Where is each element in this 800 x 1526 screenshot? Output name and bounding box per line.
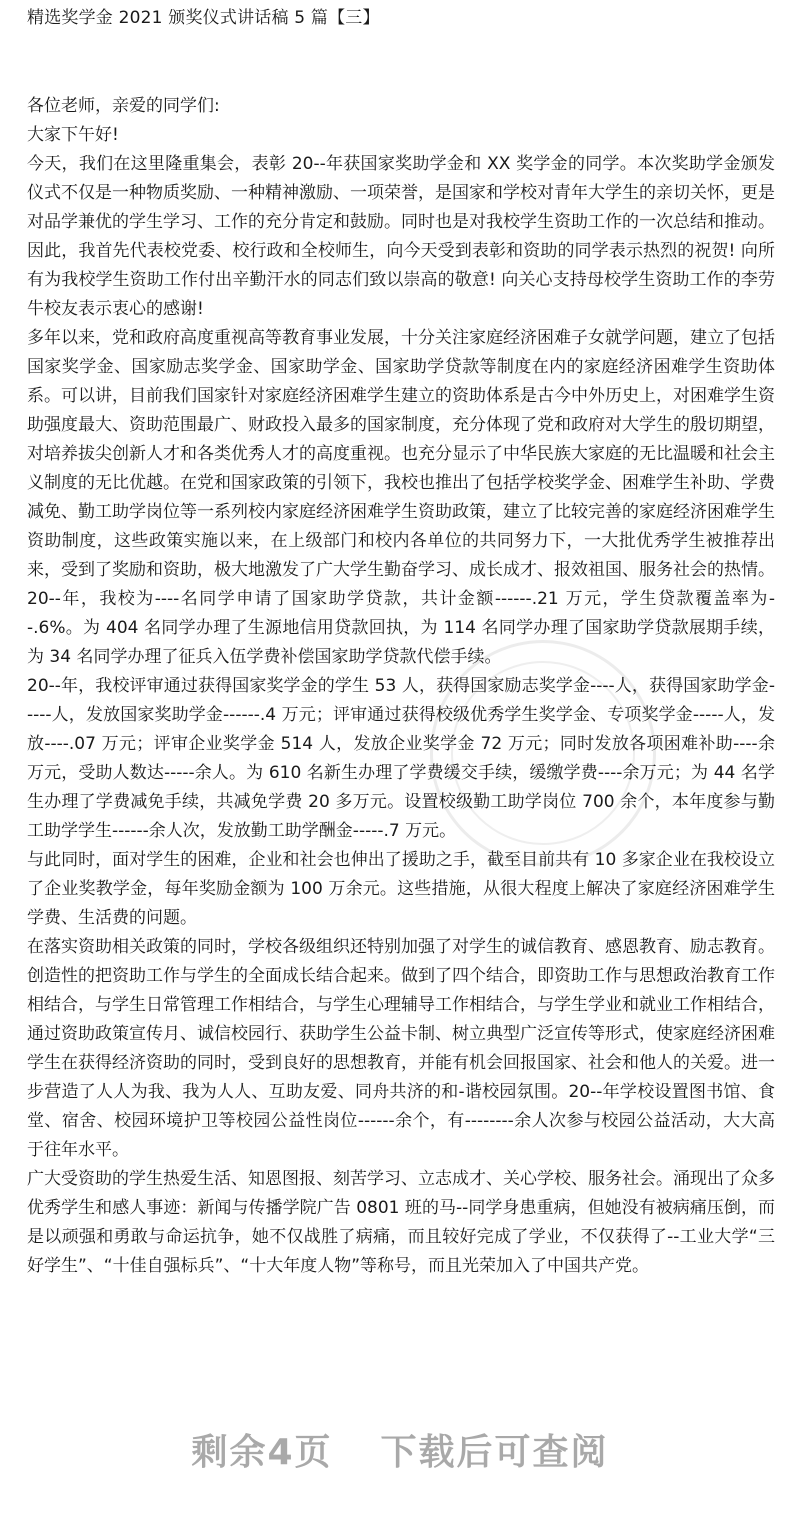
document-title: 精选奖学金 2021 颁奖仪式讲话稿 5 篇【三】	[27, 8, 380, 28]
download-to-view-label: 下载后可查阅	[380, 1432, 609, 1473]
paragraph-students: 广大受资助的学生热爱生活、知恩图报、刻苦学习、立志成才、关心学校、服务社会。涌现出了众多优秀学生和感人事迹：新闻与传播学院广告 0801 班的马--同学身患重病，但她没有被病痛压倒，而是以顽强和勇敢与命运抗争，她不仅战胜了病痛，而且较好完成了学业，不仅获得了--工业大学“三好学生”、“十佳自强标兵”、“十大年度人物”等称号，而且光荣加入了中国共产党。	[27, 1169, 775, 1276]
download-prompt[interactable]	[0, 1424, 800, 1475]
paragraph-loans: 20--年，我校为----名同学申请了国家助学贷款，共计金额------.21 万元，学生贷款覆盖率为--.6%。为 404 名同学办理了生源地信用贷款回执，为 114 名同学办理了国家助学贷款展期手续，为 34 名同学办理了征兵入伍学费补偿国家助学贷款代偿手续。	[27, 589, 775, 667]
remaining-pages-label: 剩余4页	[191, 1432, 333, 1473]
paragraph-policy: 多年以来，党和政府高度重视高等教育事业发展，十分关注家庭经济困难子女就学问题，建立了包括国家奖学金、国家励志奖学金、国家助学金、国家助学贷款等制度在内的家庭经济困难学生资助体系。可以讲，目前我们国家针对家庭经济困难学生建立的资助体系是古今中外历史上，对困难学生资助强度最大、资助范围最广、财政投入最多的国家制度，充分体现了党和政府对大学生的殷切期望，对培养拔尖创新人才和各类优秀人才的高度重视。也充分显示了中华民族大家庭的无比温暖和社会主义制度的无比优越。在党和国家政策的引领下，我校也推出了包括学校奖学金、困难学生补助、学费减免、勤工助学岗位等一系列校内家庭经济困难学生资助政策，建立了比较完善的家庭经济困难学生资助制度，这些政策实施以来，在上级部门和校内各单位的共同努力下，一大批优秀学生被推荐出来，受到了奖励和资助，极大地激发了广大学生勤奋学习、成长成才、报效祖国、服务社会的热情。	[27, 328, 775, 580]
paragraph-enterprise: 与此同时，面对学生的困难，企业和社会也伸出了援助之手，截至目前共有 10 多家企业在我校设立了企业奖教学金，每年奖励金额为 100 万余元。这些措施，从很大程度上解决了家庭经济困难学生学费、生活费的问题。	[27, 850, 775, 928]
paragraph-greeting: 大家下午好!	[27, 125, 119, 145]
paragraph-scholarships: 20--年，我校评审通过获得国家奖学金的学生 53 人，获得国家励志奖学金----人，获得国家助学金-----人，发放国家奖助学金------.4 万元；评审通过获得校级优秀学生奖学金、专项奖学金-----人，发放----.07 万元；评审企业奖学金 514 人，发放企业奖学金 72 万元；同时发放各项困难补助----余万元，受助人数达-----余人。为 610 名新生办理了学费缓交手续，缓缴学费----余万元；为 44 名学生办理了学费减免手续，共减免学费 20 多万元。设置校级勤工助学岗位 700 余个，本年度参与勤工助学学生------余人次，发放勤工助学酬金-----.7 万元。	[27, 676, 775, 841]
paragraph-opening: 今天，我们在这里隆重集会，表彰 20--年获国家奖助学金和 XX 奖学金的同学。本次奖助学金颁发仪式不仅是一种物质奖励、一种精神激励、一项荣誉，是国家和学校对青年大学生的亲切关怀，更是对品学兼优的学生学习、工作的充分肯定和鼓励。同时也是对我校学生资助工作的一次总结和推动。因此，我首先代表校党委、校行政和全校师生，向今天受到表彰和资助的同学表示热烈的祝贺! 向所有为我校学生资助工作付出辛勤汗水的同志们致以崇高的敬意! 向关心支持母校学生资助工作的李劳牛校友表示衷心的感谢!	[27, 154, 775, 319]
document-body	[27, 92, 775, 1281]
paragraph-salutation: 各位老师，亲爱的同学们:	[27, 96, 220, 116]
paragraph-education: 在落实资助相关政策的同时，学校各级组织还特别加强了对学生的诚信教育、感恩教育、励志教育。创造性的把资助工作与学生的全面成长结合起来。做到了四个结合，即资助工作与思想政治教育工作相结合，与学生日常管理工作相结合，与学生心理辅导工作相结合，与学生学业和就业工作相结合，通过资助政策宣传月、诚信校园行、获助学生公益卡制、树立典型广泛宣传等形式，使家庭经济困难学生在获得经济资助的同时，受到良好的思想教育，并能有机会回报国家、社会和他人的关爱。进一步营造了人人为我、我为人人、互助友爱、同舟共济的和-谐校园氛围。20--年学校设置图书馆、食堂、宿舍、校园环境护卫等校园公益性岗位------余个，有--------余人次参与校园公益活动，大大高于往年水平。	[27, 937, 775, 1160]
